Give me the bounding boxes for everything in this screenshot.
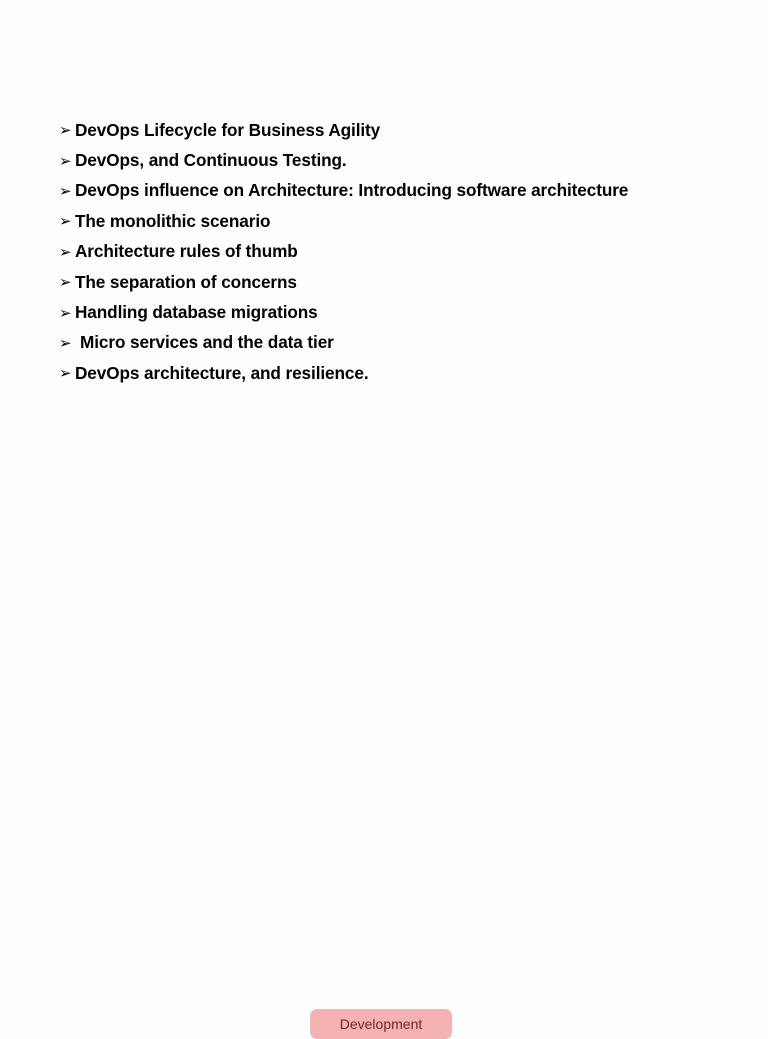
arrow-bullet-icon: ➢	[59, 121, 72, 140]
list-item	[59, 176, 628, 206]
list-item-text: DevOps influence on Architecture: Introducing software architecture	[75, 180, 629, 201]
topic-bullet-list	[59, 115, 628, 389]
footer-development-tab[interactable]	[310, 1009, 452, 1039]
list-item-text: DevOps Lifecycle for Business Agility	[75, 119, 381, 140]
list-item	[59, 206, 628, 236]
arrow-bullet-icon: ➢	[59, 212, 72, 231]
arrow-bullet-icon: ➢	[59, 181, 72, 200]
arrow-bullet-icon: ➢	[59, 303, 72, 322]
list-item	[59, 115, 628, 145]
list-item	[59, 358, 628, 388]
list-item-text: The separation of concerns	[75, 271, 297, 292]
list-item-text: DevOps architecture, and resilience.	[75, 362, 369, 383]
list-item-text: Architecture rules of thumb	[75, 241, 298, 262]
list-item-text: Handling database migrations	[75, 302, 318, 323]
arrow-bullet-icon: ➢	[59, 242, 72, 261]
arrow-bullet-icon: ➢	[59, 273, 72, 292]
list-item	[59, 237, 628, 267]
list-item	[59, 328, 628, 358]
list-item-text: Micro services and the data tier	[80, 332, 334, 353]
arrow-bullet-icon: ➢	[59, 333, 72, 352]
list-item-text: DevOps, and Continuous Testing.	[75, 150, 347, 171]
footer-tab-label: Development	[339, 1016, 423, 1032]
arrow-bullet-icon: ➢	[59, 364, 72, 383]
arrow-bullet-icon: ➢	[59, 151, 72, 170]
list-item	[59, 297, 628, 327]
list-item	[59, 267, 628, 297]
list-item	[59, 145, 628, 175]
list-item-text: The monolithic scenario	[75, 210, 271, 231]
